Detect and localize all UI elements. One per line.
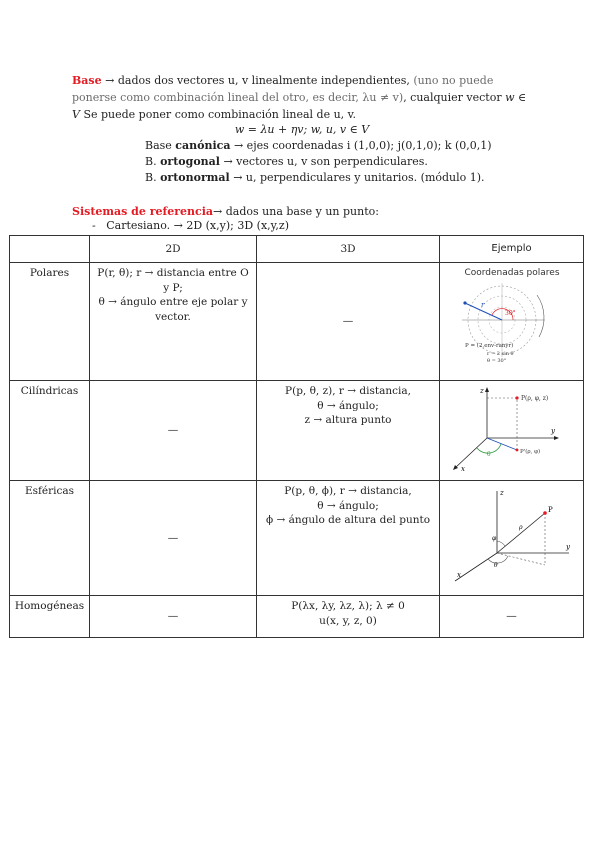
base-label: Base bbox=[72, 74, 102, 87]
polares-2d: P(r, θ); r → distancia entre O y P; θ → ángulo entre eje polar y vector. bbox=[90, 263, 257, 381]
table-row bbox=[10, 481, 584, 596]
cyl-x-axis bbox=[455, 438, 487, 468]
polar-r-label: r bbox=[480, 301, 484, 309]
cilindricas-ejemplo bbox=[440, 381, 584, 481]
table-header-row bbox=[10, 236, 584, 263]
esfericas-ejemplo bbox=[440, 481, 584, 596]
base-type-ortogonal: B. ortogonal → vectores u, v son perpendiculares. bbox=[145, 155, 428, 168]
sph-rho-label: ρ bbox=[518, 524, 523, 531]
header-2d: 2D bbox=[90, 236, 257, 263]
base-paragraph: Base → dados dos vectores u, v linealmente independientes, (uno no puede ponerse como combinación lineal del otro, es decir, λu ≠ v), cualquier vector w ∈ V Se puede poner como combinación lineal de u, v. bbox=[72, 74, 527, 121]
cyl-p2-label: P'(ρ, φ) bbox=[519, 449, 540, 455]
sph-p-label: P bbox=[547, 506, 553, 514]
cyl-x-label: x bbox=[460, 465, 465, 473]
cyl-y-arrow bbox=[554, 436, 559, 440]
bullet-text: Cartesiano. → 2D (x,y); 3D (x,y,z) bbox=[106, 219, 289, 232]
polares-3d: — bbox=[257, 263, 440, 381]
sph-point-p bbox=[543, 511, 547, 515]
header-3d: 3D bbox=[257, 236, 440, 263]
cilindricas-2d: — bbox=[90, 381, 257, 481]
cyl-p-label: P(ρ, φ, z) bbox=[520, 395, 548, 402]
reference-systems-heading: Sistemas de referencia→ dados una base y un punto: bbox=[72, 205, 379, 218]
sph-phi-label: φ bbox=[491, 535, 496, 542]
esfericas-2d: — bbox=[90, 481, 257, 596]
base-text: dados dos vectores u, v linealmente independientes, bbox=[117, 74, 414, 87]
base-type-canonica: Base canónica → ejes coordenadas i (1,0,0); j(0,1,0); k (0,0,1) bbox=[145, 139, 492, 152]
homogeneas-2d: — bbox=[90, 596, 257, 638]
base-type-ortonormal: B. ortonormal → u, perpendiculares y unitarios. (módulo 1). bbox=[145, 171, 485, 184]
coordinate-systems-table bbox=[9, 235, 584, 638]
sph-phi-arc bbox=[497, 541, 505, 546]
header-ejemplo: Ejemplo bbox=[440, 236, 584, 263]
inline-math: w ∈ V bbox=[72, 91, 527, 121]
sph-z-label: z bbox=[499, 489, 504, 497]
polar-angle-label: 30° bbox=[504, 310, 516, 317]
sph-theta-label: θ bbox=[493, 562, 498, 569]
esfericas-3d: P(p, θ, ϕ), r → distancia, θ → ángulo; ϕ → ángulo de altura del punto bbox=[257, 481, 440, 596]
table-row bbox=[10, 263, 584, 381]
polar-formula-2: r = 2 sin θ bbox=[486, 351, 514, 357]
row-name-esfericas: Esféricas bbox=[10, 481, 90, 596]
cyl-rho-line bbox=[487, 438, 517, 450]
polar-formula-3: θ = 30° bbox=[486, 358, 506, 364]
cyl-point-proj bbox=[515, 449, 518, 452]
polar-coordinates-figure bbox=[447, 265, 577, 370]
sph-proj-line bbox=[497, 553, 545, 565]
homogeneas-ejemplo: — bbox=[440, 596, 584, 638]
cartesian-bullet bbox=[92, 219, 289, 232]
cyl-z-arrow bbox=[485, 387, 489, 392]
spherical-coordinates-figure bbox=[447, 483, 577, 588]
cyl-point-p bbox=[515, 396, 518, 399]
cyl-theta-label: θ bbox=[486, 451, 491, 458]
sph-x-label: x bbox=[456, 571, 461, 579]
bullet-dash: - bbox=[92, 219, 96, 232]
table-row bbox=[10, 381, 584, 481]
sph-y-label: y bbox=[565, 543, 570, 551]
polar-outer-arc bbox=[537, 295, 544, 337]
cilindricas-3d: P(p, θ, z), r → distancia, θ → ángulo; z → altura punto bbox=[257, 381, 440, 481]
polar-point bbox=[463, 301, 466, 304]
linear-combination-equation: w = λu + ηv; w, u, v ∈ V bbox=[234, 123, 370, 136]
row-name-cilindricas: Cilíndricas bbox=[10, 381, 90, 481]
ref-label: Sistemas de referencia bbox=[72, 205, 214, 218]
cyl-y-label: y bbox=[550, 427, 555, 435]
homogeneas-3d: P(λx, λy, λz, λ); λ ≠ 0 u(x, y, z, 0) bbox=[257, 596, 440, 638]
header-empty bbox=[10, 236, 90, 263]
polar-formula: P = (2,env-ranyr) bbox=[464, 343, 513, 349]
polares-ejemplo bbox=[440, 263, 584, 381]
cyl-z-label: z bbox=[479, 387, 484, 395]
row-name-homogeneas: Homogéneas bbox=[10, 596, 90, 638]
sph-rho-line bbox=[497, 513, 545, 553]
row-name-polares: Polares bbox=[10, 263, 90, 381]
cylindrical-coordinates-figure bbox=[447, 383, 577, 475]
polar-title: Coordenadas polares bbox=[463, 268, 560, 278]
sph-x-axis bbox=[455, 553, 497, 581]
table-row bbox=[10, 596, 584, 638]
base-aside: (uno no puede ponerse como combinación lineal del otro, es decir, λu ≠ v) bbox=[72, 74, 494, 104]
